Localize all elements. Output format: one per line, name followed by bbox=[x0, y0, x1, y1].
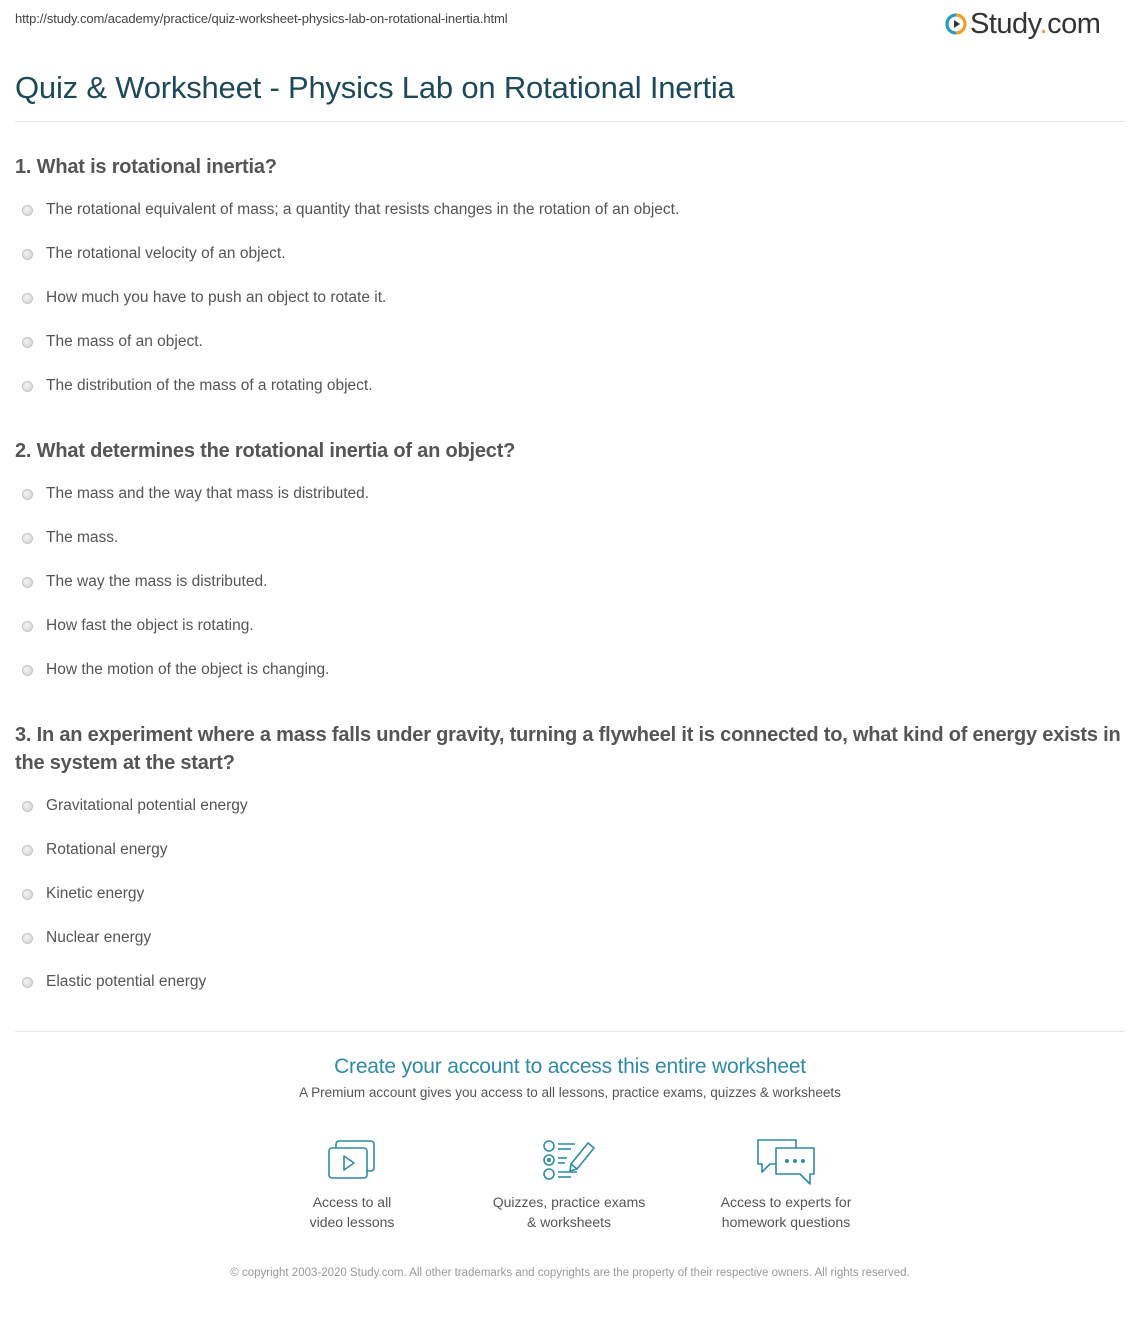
title-divider bbox=[15, 121, 1125, 122]
answer-option[interactable]: Nuclear energy bbox=[22, 927, 151, 949]
cta-title[interactable]: Create your account to access this entire worksheet bbox=[334, 1055, 806, 1078]
chat-bubbles-icon bbox=[754, 1138, 818, 1188]
copyright-notice: © copyright 2003-2020 Study.com. All other trademarks and copyrights are the property of their respective owners. All rights reserved. bbox=[230, 1267, 910, 1279]
radio-button[interactable] bbox=[22, 933, 33, 944]
page-title: Quiz & Worksheet - Physics Lab on Rotational Inertia bbox=[15, 70, 735, 105]
feature-label: & worksheets bbox=[526, 1214, 612, 1230]
answer-option[interactable]: The rotational velocity of an object. bbox=[22, 243, 286, 265]
study-logo[interactable] bbox=[945, 8, 1100, 40]
cta-subtitle: A Premium account gives you access to all lessons, practice exams, quizzes & worksheets bbox=[299, 1085, 841, 1100]
feature-label: video lessons bbox=[309, 1214, 395, 1230]
radio-button[interactable] bbox=[22, 489, 33, 500]
feature-quizzes bbox=[469, 1138, 669, 1232]
play-circle-icon bbox=[945, 13, 967, 35]
answer-option[interactable]: How fast the object is rotating. bbox=[22, 615, 254, 637]
video-lessons-icon bbox=[326, 1138, 378, 1182]
answer-option[interactable]: How the motion of the object is changing. bbox=[22, 659, 329, 681]
answer-option[interactable]: The way the mass is distributed. bbox=[22, 571, 267, 593]
feature-video-lessons bbox=[252, 1138, 452, 1232]
answer-option[interactable]: The mass and the way that mass is distributed. bbox=[22, 483, 369, 505]
feature-label: Access to experts for bbox=[720, 1194, 852, 1210]
radio-button[interactable] bbox=[22, 977, 33, 988]
answer-option[interactable]: Kinetic energy bbox=[22, 883, 144, 905]
radio-button[interactable] bbox=[22, 845, 33, 856]
question-title: 3. In an experiment where a mass falls under gravity, turning a flywheel it is connected to, what kind of energy exists in the system at the start? bbox=[15, 724, 1121, 774]
page-url: http://study.com/academy/practice/quiz-worksheet-physics-lab-on-rotational-inertia.html bbox=[15, 11, 508, 26]
quiz-checklist-icon bbox=[541, 1138, 597, 1182]
radio-button[interactable] bbox=[22, 665, 33, 676]
feature-experts bbox=[686, 1138, 886, 1232]
answer-option[interactable]: The mass. bbox=[22, 527, 118, 549]
question-title: 2. What determines the rotational inertia of an object? bbox=[15, 440, 516, 462]
radio-button[interactable] bbox=[22, 249, 33, 260]
radio-button[interactable] bbox=[22, 889, 33, 900]
radio-button[interactable] bbox=[22, 381, 33, 392]
radio-button[interactable] bbox=[22, 205, 33, 216]
answer-option[interactable]: How much you have to push an object to rotate it. bbox=[22, 287, 386, 309]
section-divider bbox=[15, 1031, 1125, 1032]
answer-option[interactable]: The mass of an object. bbox=[22, 331, 203, 353]
feature-label: Quizzes, practice exams bbox=[492, 1194, 646, 1210]
radio-button[interactable] bbox=[22, 337, 33, 348]
radio-button[interactable] bbox=[22, 533, 33, 544]
answer-option[interactable]: The rotational equivalent of mass; a quantity that resists changes in the rotation of an object. bbox=[22, 199, 679, 221]
question-title: 1. What is rotational inertia? bbox=[15, 156, 277, 178]
answer-option[interactable]: Gravitational potential energy bbox=[22, 795, 248, 817]
answer-option[interactable]: The distribution of the mass of a rotating object. bbox=[22, 375, 373, 397]
logo-text: Study.com bbox=[970, 8, 1101, 40]
radio-button[interactable] bbox=[22, 801, 33, 812]
radio-button[interactable] bbox=[22, 621, 33, 632]
feature-label: Access to all bbox=[312, 1194, 392, 1210]
radio-button[interactable] bbox=[22, 577, 33, 588]
answer-option[interactable]: Elastic potential energy bbox=[22, 971, 206, 993]
feature-label: homework questions bbox=[721, 1214, 851, 1230]
radio-button[interactable] bbox=[22, 293, 33, 304]
answer-option[interactable]: Rotational energy bbox=[22, 839, 168, 861]
